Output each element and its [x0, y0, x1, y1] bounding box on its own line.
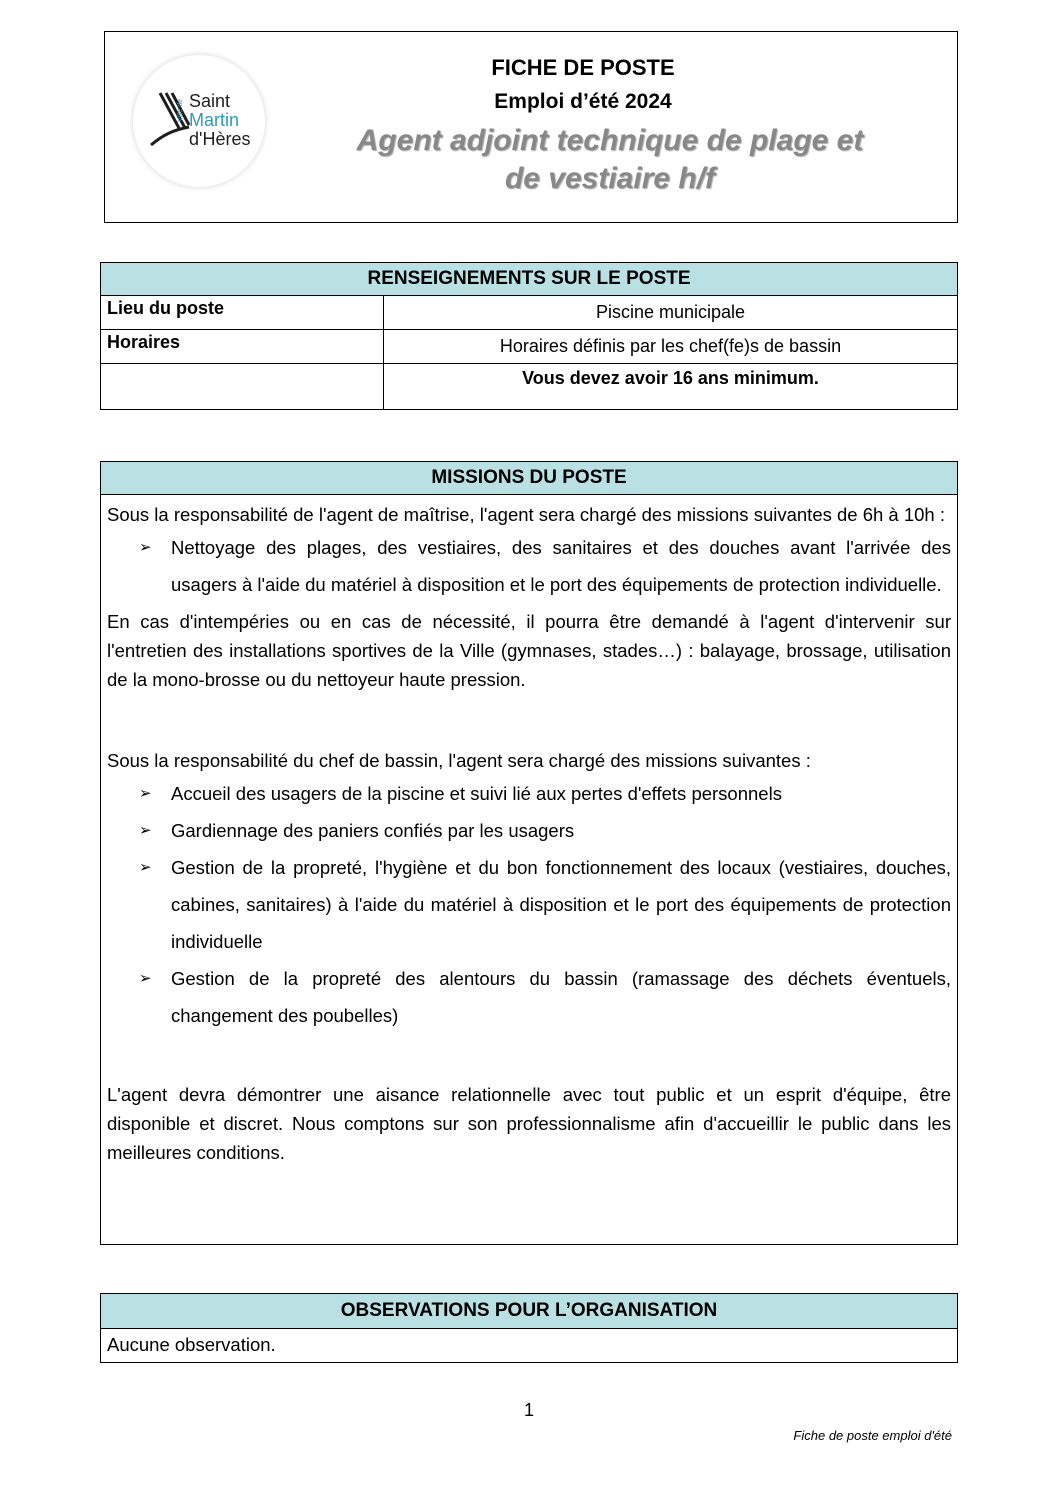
- list-item: [107, 960, 951, 1034]
- info-label-empty: [101, 364, 384, 410]
- job-title-line-2: de vestiaire h/f: [504, 162, 716, 195]
- info-value-hours: Horaires définis par les chef(fe)s de bassin: [384, 330, 958, 364]
- missions-list-1: [107, 529, 951, 603]
- info-value-age: Vous devez avoir 16 ans minimum.: [384, 364, 958, 410]
- list-item-text: Accueil des usagers de la piscine et suivi lié aux pertes d'effets personnels: [171, 783, 782, 804]
- info-value-location: Piscine municipale: [384, 296, 958, 330]
- info-heading: RENSEIGNEMENTS SUR LE POSTE: [101, 263, 958, 296]
- table-row: [101, 364, 958, 410]
- missions-body: [101, 495, 957, 1167]
- logo-line-saint: Saint: [189, 91, 231, 111]
- missions-intro-1: Sous la responsabilité de l'agent de maîtrise, l'agent sera chargé des missions suivantes de 6h à 10h :: [107, 504, 946, 525]
- list-item: [107, 849, 951, 960]
- missions-intro-2: Sous la responsabilité du chef de bassin, l'agent sera chargé des missions suivantes :: [107, 750, 811, 771]
- missions-para-2: En cas d'intempéries ou en cas de nécessité, il pourra être demandé à l'agent d'intervenir sur l'entretien des installations sportives de la Ville (gymnases, stades…) : balayage, brossage, utilisation de la mono-brosse ou du nettoyeur haute pression.: [107, 611, 951, 690]
- missions-box: [100, 461, 958, 1245]
- list-item-text: Gardiennage des paniers confiés par les usagers: [171, 820, 575, 841]
- logo-text: [189, 92, 250, 149]
- missions-closing: L'agent devra démontrer une aisance relationnelle avec tout public et un esprit d'équipe, être disponible et discret. Nous comptons sur son professionnalisme afin d'accueillir le public dans les meilleures conditions.: [107, 1084, 951, 1163]
- job-title-line-1: Agent adjoint technique de plage et: [356, 124, 864, 157]
- list-item: [107, 529, 951, 603]
- list-item: [107, 812, 951, 849]
- observations-text: Aucune observation.: [107, 1334, 276, 1355]
- logo-line-martin: Martin: [189, 110, 240, 130]
- table-row: [101, 296, 958, 330]
- missions-list-2: [107, 775, 951, 1034]
- page-footer: Fiche de poste emploi d'été: [793, 1428, 952, 1443]
- observations-heading: OBSERVATIONS POUR L’ORGANISATION: [101, 1294, 957, 1329]
- list-item-text: Gestion de la propreté, l'hygiène et du bon fonctionnement des locaux (vestiaires, douches, cabines, sanitaires) à l'aide du matériel à disposition et le port des équipements de protection individuelle: [171, 857, 951, 952]
- logo-vertical-text: Ville de: [177, 99, 184, 122]
- list-item-text: Gestion de la propreté des alentours du bassin (ramassage des déchets éventuels, changement des poubelles): [171, 968, 951, 1026]
- document-title: FICHE DE POSTE: [491, 55, 675, 80]
- document-subtitle: Emploi d’été 2024: [494, 90, 672, 113]
- city-logo: [133, 55, 265, 187]
- arrow-bullet-icon: ➢: [139, 785, 152, 802]
- list-item-text: Nettoyage des plages, des vestiaires, des sanitaires et des douches avant l'arrivée des usagers à l'aide du matériel à disposition et le port des équipements de protection individuelle.: [171, 537, 951, 595]
- logo-line-heres: d'Hères: [189, 129, 251, 149]
- table-row: [101, 330, 958, 364]
- observations-box: [100, 1293, 958, 1363]
- list-item: [107, 775, 951, 812]
- info-label-location: Lieu du poste: [101, 296, 384, 330]
- arrow-bullet-icon: ➢: [139, 970, 152, 987]
- job-title: [300, 122, 920, 198]
- info-table: [100, 262, 958, 410]
- info-label-hours: Horaires: [101, 330, 384, 364]
- missions-heading: MISSIONS DU POSTE: [101, 462, 957, 495]
- arrow-bullet-icon: ➢: [139, 859, 152, 876]
- arrow-bullet-icon: ➢: [139, 539, 152, 556]
- arrow-bullet-icon: ➢: [139, 822, 152, 839]
- page-number: 1: [523, 1400, 534, 1420]
